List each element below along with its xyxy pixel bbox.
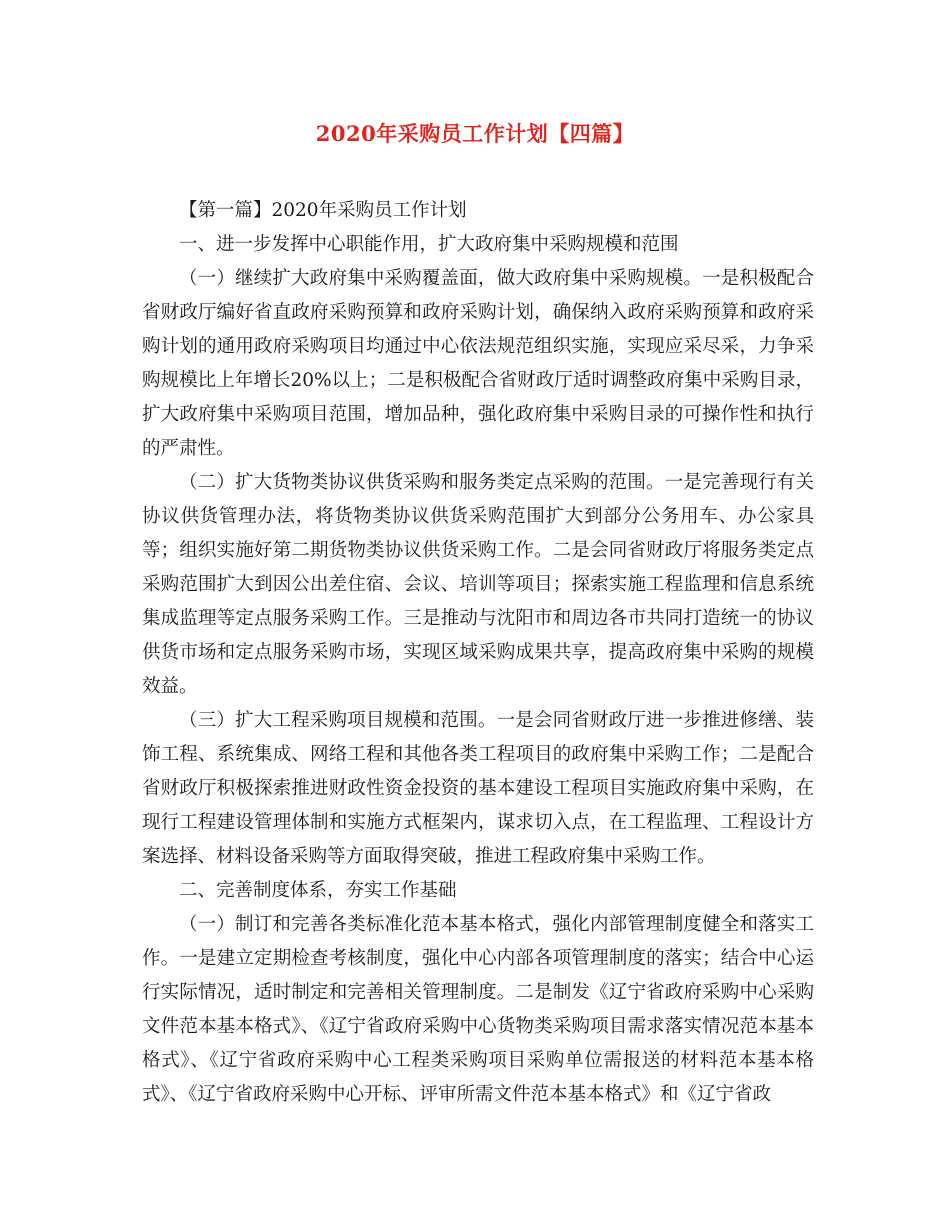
document-title: 2020年采购员工作计划【四篇】 (315, 121, 635, 146)
paragraph-1-1: （一）继续扩大政府集中采购覆盖面，做大政府集中采购规模。一是积极配合省财政厅编好省直政府采购预算和政府采购计划，确保纳入政府采购预算和政府采购计划的通用政府采购项目均通过中心依法规范组织实施，实现应采尽采，力争采购规模比上年增长20%以上；二是积极配合省财政厅适时调整政府集中采购目录，扩大政府集中采购项目范围，增加品种，强化政府集中采购目录的可操作性和执行的严肃性。 (142, 268, 814, 459)
paragraph-heading-2: 二、完善制度体系，夯实工作基础 (179, 880, 457, 901)
paragraph-1-2: （二）扩大货物类协议供货采购和服务类定点采购的范围。一是完善现行有关协议供货管理办法，将货物类协议供货采购范围扩大到部分公务用车、办公家具等；组织实施好第二期货物类协议供货采购工作。二是会同省财政厅将服务类定点采购范围扩大到因公出差住宿、会议、培训等项目；探索实施工程监理和信息系统集成监理等定点服务采购工作。三是推动与沈阳市和周边各市共同打造统一的协议供货市场和定点服务采购市场，实现区域采购成果共享，提高政府集中采购的规模效益。 (142, 472, 814, 697)
paragraph-1-3: （三）扩大工程采购项目规模和范围。一是会同省财政厅进一步推进修缮、装饰工程、系统集成、网络工程和其他各类工程项目的政府集中采购工作；二是配合省财政厅积极探索推进财政性资金投资的基本建设工程项目实施政府集中采购，在现行工程建设管理体制和实施方式框架内，谋求切入点，在工程监理、工程设计方案选择、材料设备采购等方面取得突破，推进工程政府集中采购工作。 (142, 710, 814, 867)
paragraph-2-1: （一）制订和完善各类标准化范本基本格式，强化内部管理制度健全和落实工作。一是建立定期检查考核制度，强化中心内部各项管理制度的落实；结合中心运行实际情况，适时制定和完善相关管理制度。二是制发《辽宁省政府采购中心采购文件范本基本格式》、《辽宁省政府采购中心货物类采购项目需求落实情况范本基本格式》、《辽宁省政府采购中心工程类采购项目采购单位需报送的材料范本基本格式》、《辽宁省政府采购中心开标、评审所需文件范本基本格式》和《辽宁省政 (142, 914, 814, 1105)
document-body (142, 194, 814, 1112)
paragraph-section-heading: 【第一篇】2020年采购员工作计划 (179, 200, 467, 221)
paragraph-heading-1: 一、进一步发挥中心职能作用，扩大政府集中采购规模和范围 (179, 234, 679, 255)
